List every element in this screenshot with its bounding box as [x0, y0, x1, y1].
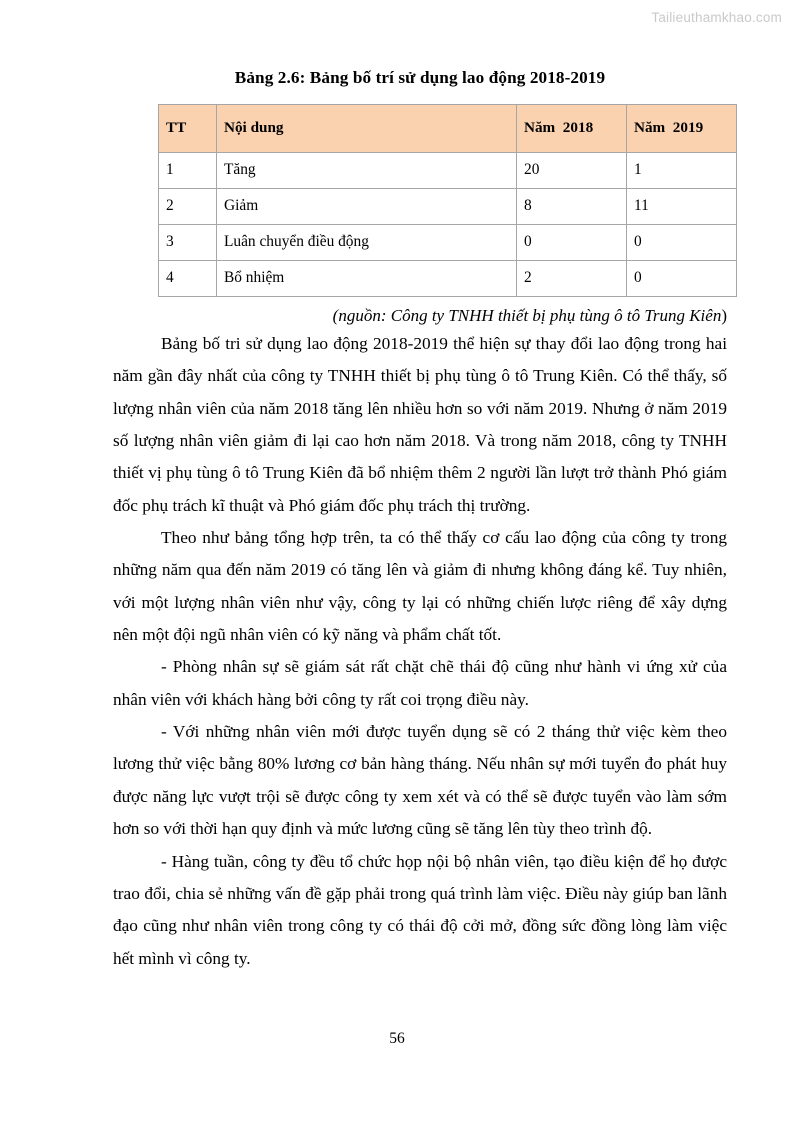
- content-column: [113, 0, 727, 975]
- paragraph-bullet-probation: - Với những nhân viên mới được tuyển dụng sẽ có 2 tháng thử việc kèm theo lương thử việc bằng 80% lương cơ bản hàng tháng. Nếu nhân sự mới tuyển đo phát huy được năng lực vượt trội sẽ được công ty xem xét và có thể sẽ được tuyển vào làm sớm hơn so với thời hạn quy định và mức lương cũng sẽ tăng lên tùy theo trình độ.: [113, 722, 727, 839]
- table-row: [159, 261, 737, 297]
- table-row: [159, 153, 737, 189]
- paragraph-analysis-1: Bảng bố tri sử dụng lao động 2018-2019 thể hiện sự thay đổi lao động trong hai năm gần đây nhất của công ty TNHH thiết bị phụ tùng ô tô Trung Kiên. Có thể thấy, số lượng nhân viên của năm 2018 tăng lên nhiều hơn so với năm 2019. Nhưng ở năm 2019 số lượng nhân viên giảm đi lại cao hơn năm 2018. Và trong năm 2018, công ty TNHH thiết vị phụ tùng ô tô Trung Kiên đã bổ nhiệm thêm 2 người lần lượt trở thành Phó giám đốc phụ trách kĩ thuật và Phó giám đốc phụ trách thị trường.: [113, 334, 727, 515]
- cell-content: Bổ nhiệm: [217, 261, 517, 297]
- page-number: 56: [389, 1030, 405, 1047]
- cell-2018: 0: [517, 225, 627, 261]
- table-caption: Bảng 2.6: Bảng bố trí sử dụng lao động 2018-2019: [234, 68, 606, 87]
- table-body: [159, 153, 737, 297]
- table-header: [159, 105, 737, 153]
- table-row: [159, 225, 737, 261]
- cell-content: Luân chuyển điều động: [217, 225, 517, 261]
- labor-allocation-table: [158, 104, 737, 297]
- table-source-note: [113, 306, 727, 326]
- cell-2018: 2: [517, 261, 627, 297]
- cell-2019: 1: [627, 153, 737, 189]
- cell-tt: 4: [159, 261, 217, 297]
- cell-tt: 1: [159, 153, 217, 189]
- table-source-note-italic: (nguồn: Công ty TNHH thiết bị phụ tùng ô tô Trung Kiên: [332, 306, 722, 325]
- table-row: [159, 189, 737, 225]
- cell-2019: 0: [627, 225, 737, 261]
- column-header-content: Nội dung: [217, 105, 517, 153]
- cell-tt: 3: [159, 225, 217, 261]
- cell-2018: 8: [517, 189, 627, 225]
- cell-content: Giảm: [217, 189, 517, 225]
- cell-2019: 11: [627, 189, 737, 225]
- column-header-year-2019: Năm 2019: [627, 105, 737, 153]
- table-container: [158, 104, 704, 297]
- site-watermark: Tailieuthamkhao.com: [651, 10, 782, 25]
- paragraph-bullet-hr-monitoring: - Phòng nhân sự sẽ giám sát rất chặt chẽ thái độ cũng như hành vi ứng xử của nhân viên với khách hàng bởi công ty rất coi trọng điều này.: [113, 657, 727, 709]
- cell-2018: 20: [517, 153, 627, 189]
- table-source-note-tail: ): [721, 306, 727, 325]
- cell-content: Tăng: [217, 153, 517, 189]
- column-header-year-2018: Năm 2018: [517, 105, 627, 153]
- cell-2019: 0: [627, 261, 737, 297]
- paragraph-bullet-weekly-meeting: - Hàng tuần, công ty đều tổ chức họp nội bộ nhân viên, tạo điều kiện để họ được trao đổi, chia sẻ những vấn đề gặp phải trong quá trình làm việc. Điều này giúp ban lãnh đạo cũng như nhân viên trong công ty có thái độ cởi mở, đồng sức đồng lòng làm việc hết mình vì công ty.: [113, 851, 727, 968]
- cell-tt: 2: [159, 189, 217, 225]
- column-header-tt: TT: [159, 105, 217, 153]
- paragraph-analysis-2: Theo như bảng tổng hợp trên, ta có thể thấy cơ cấu lao động của công ty trong những năm qua đến năm 2019 có tăng lên và giảm đi nhưng không đáng kể. Tuy nhiên, với một lượng nhân viên như vậy, công ty lại có những chiến lược riêng để xây dựng nên một đội ngũ nhân viên có kỹ năng và phẩm chất tốt.: [113, 528, 727, 645]
- table-header-row: [159, 105, 737, 153]
